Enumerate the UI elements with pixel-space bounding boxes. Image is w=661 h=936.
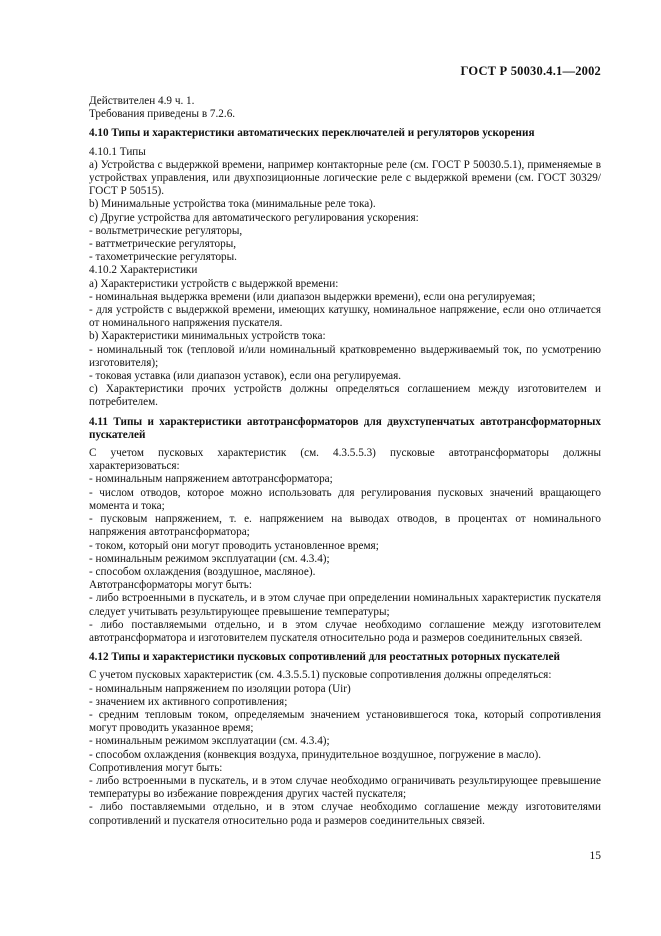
list-item: - для устройств с выдержкой времени, имеющих катушку, номинальное напряжение, если оно отличается от номинального напряжения пускателя. [89, 304, 601, 330]
paragraph: а) Характеристики устройств с выдержкой времени: [89, 277, 339, 290]
list-item: - способом охлаждения (конвекция воздуха, принудительное воздушное, погружение в масло). [89, 748, 542, 761]
list-item: - ваттметрические регуляторы, [89, 238, 237, 251]
subsection-heading: 4.10.2 Характеристики [89, 264, 198, 277]
paragraph: Действителен 4.9 ч. 1. [89, 95, 195, 107]
list-item: - током, который они могут проводить установленное время; [89, 539, 379, 552]
paragraph: с) Другие устройства для автоматического регулирования ускорения: [89, 211, 419, 224]
paragraph: С учетом пусковых характеристик (см. 4.3.5.5.1) пусковые сопротивления должны определяться: [89, 669, 552, 682]
list-item: - номинальная выдержка времени (или диапазон выдержки времени), если она регулируемая; [89, 290, 536, 303]
list-item: - номинальным режимом эксплуатации (см. 4.3.4); [89, 735, 330, 748]
paragraph: Сопротивления могут быть: [89, 761, 223, 774]
page-number: 15 [589, 850, 601, 862]
list-item: - номинальным режимом эксплуатации (см. 4.3.4); [89, 552, 330, 565]
list-item: - либо встроенными в пускатель, и в этом случае необходимо ограничивать результирующее превышение температуры во избежание повреждения других частей пускателя; [89, 774, 601, 801]
list-item: - значением их активного сопротивления; [89, 695, 288, 708]
section-heading-4-10: 4.10 Типы и характеристики автоматических переключателей и регуляторов ускорения [89, 127, 535, 140]
paragraph: b) Характеристики минимальных устройств тока: [89, 330, 326, 343]
section-heading-4-11: 4.11 Типы и характеристики автотрансформаторов для двухступенчатых автотрансформаторных пускателей [89, 415, 601, 441]
subsection-heading: 4.10.1 Типы [89, 145, 146, 158]
paragraph: b) Минимальные устройства тока (минимальные реле тока). [89, 198, 376, 211]
list-item: - числом отводов, которое можно использовать для регулирования пусковых значений вращающего момента и тока; [89, 486, 601, 512]
paragraph: Автотрансформаторы могут быть: [89, 579, 252, 592]
list-item: - номинальным напряжением по изоляции ротора (Uir) [89, 682, 351, 695]
list-item: - либо поставляемыми отдельно, и в этом случае необходимо соглашение между изготовителями сопротивлений и пускателя относительно рода и размеров соединительных связей. [89, 801, 601, 827]
paragraph: Требования приведены в 7.2.6. [89, 108, 236, 121]
paragraph: а) Устройства с выдержкой времени, например контакторные реле (см. ГОСТ Р 50030.5.1), применяемые в устройствах управления, или двухпозиционные логические реле с выдержкой времени (см. ГОСТ 30329/ГОСТ Р 50515). [89, 158, 601, 198]
list-item: - токовая уставка (или диапазон уставок), если она регулируемая. [89, 370, 402, 383]
document-header: ГОСТ Р 50030.4.1—2002 [460, 64, 601, 78]
list-item: - пусковым напряжением, т. е. напряжением на выводах отводов, в процентах от номинального напряжения автотрансформатора; [89, 513, 601, 539]
paragraph: с) Характеристики прочих устройств должны определяться соглашением между изготовителем и потребителем. [89, 383, 601, 409]
document-body [89, 95, 601, 828]
list-item: - номинальный ток (тепловой и/или номинальный кратковременно выдерживаемый ток, по усмотрению изготовителя); [89, 343, 601, 369]
section-heading-4-12: 4.12 Типы и характеристики пусковых сопротивлений для реостатных роторных пускателей [89, 651, 560, 664]
list-item: - тахометрические регуляторы. [89, 251, 237, 264]
list-item: - вольтметрические регуляторы, [89, 224, 243, 237]
list-item: - способом охлаждения (воздушное, масляное). [89, 565, 316, 578]
list-item: - номинальным напряжением автотрансформатора; [89, 473, 333, 486]
list-item: - либо поставляемыми отдельно, и в этом случае необходимо соглашение между изготовителем автотрансформатора и изготовителем пускателя относительно рода и размеров соединительных связей. [89, 618, 601, 644]
paragraph: С учетом пусковых характеристик (см. 4.3.5.5.3) пусковые автотрансформаторы должны характеризоваться: [89, 447, 601, 473]
list-item: - средним тепловым током, определяемым значением установившегося тока, который сопротивления могут проводить указанное время; [89, 708, 601, 735]
list-item: - либо встроенными в пускатель, и в этом случае при определении номинальных характеристик пускателя следует учитывать результирующее превышение температуры; [89, 592, 601, 618]
